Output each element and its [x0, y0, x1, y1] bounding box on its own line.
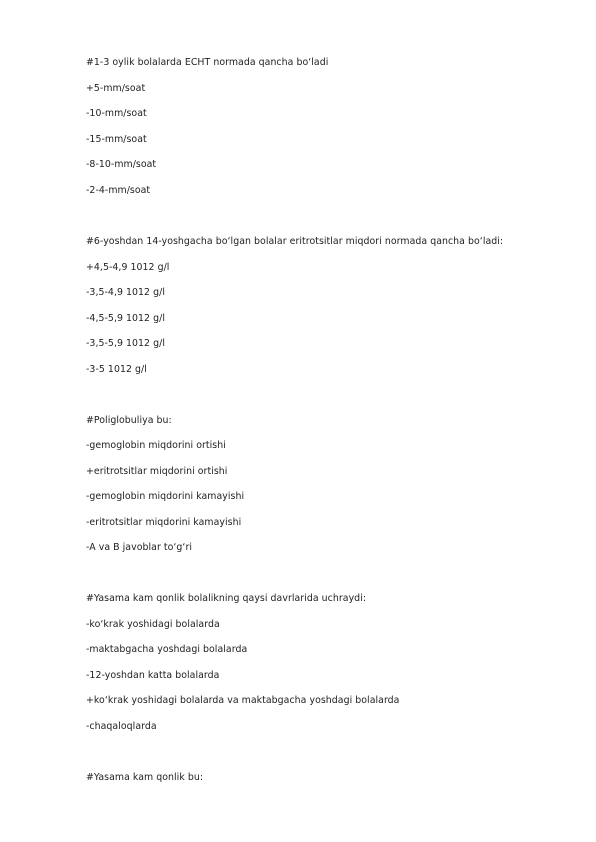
question-2: #6-yoshdan 14-yoshgacha bo‘lgan bolalar eritrotsitlar miqdori normada qancha bo‘ladi:	[86, 236, 504, 247]
answer-option: -8-10-mm/soat	[86, 159, 157, 170]
answer-option: +eritrotsitlar miqdorini ortishi	[86, 466, 228, 477]
answer-option: -chaqaloqlarda	[86, 721, 157, 732]
answer-option: +4,5-4,9 1012 g/l	[86, 262, 170, 273]
answer-option: -3,5-4,9 1012 g/l	[86, 287, 165, 298]
answer-option: -10-mm/soat	[86, 108, 147, 119]
answer-option: -15-mm/soat	[86, 134, 147, 145]
question-3: #Poliglobuliya bu:	[86, 415, 172, 426]
question-5: #Yasama kam qonlik bu:	[86, 772, 204, 783]
answer-option: -2-4-mm/soat	[86, 185, 151, 196]
answer-option: +ko‘krak yoshidagi bolalarda va maktabgacha yoshdagi bolalarda	[86, 695, 400, 706]
answer-option: -A va B javoblar to‘g‘ri	[86, 542, 193, 553]
question-1: #1-3 oylik bolalarda ECHT normada qancha bo‘ladi	[86, 57, 329, 68]
answer-option: -eritrotsitlar miqdorini kamayishi	[86, 517, 242, 528]
answer-option: -4,5-5,9 1012 g/l	[86, 313, 165, 324]
answer-option: -12-yoshdan katta bolalarda	[86, 670, 220, 681]
answer-option: -maktabgacha yoshdagi bolalarda	[86, 644, 248, 655]
answer-option: -ko‘krak yoshidagi bolalarda	[86, 619, 220, 630]
answer-option: -3-5 1012 g/l	[86, 364, 147, 375]
answer-option: -gemoglobin miqdorini ortishi	[86, 440, 226, 451]
answer-option: +5-mm/soat	[86, 83, 146, 94]
answer-option: -gemoglobin miqdorini kamayishi	[86, 491, 245, 502]
answer-option: -3,5-5,9 1012 g/l	[86, 338, 165, 349]
question-4: #Yasama kam qonlik bolalikning qaysi davrlarida uchraydi:	[86, 593, 367, 604]
